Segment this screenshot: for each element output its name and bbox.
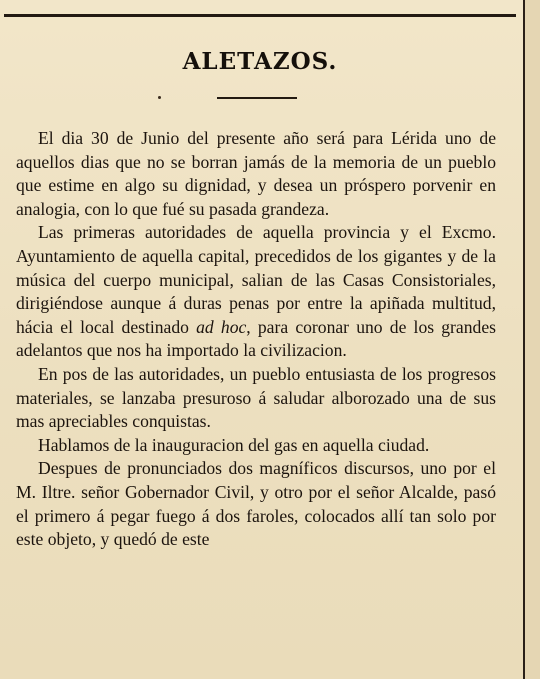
- paragraph-2-text-start: Las primeras autoridades de aquella provincia y el Excmo. Ayuntamiento de aquella capital, precedidos de los gigantes y de la música del cuerpo municipal, salian de las Casas Consistoriales, dirigiéndose aunque á duras penas por entre la apiñada multitud, hácia el local destinado: [16, 222, 496, 337]
- paragraph-3: En pos de las autoridades, un pueblo entusiasta de los progresos materiales, se lanzaba presuroso á saludar alborozado una de sus mas apreciables conquistas.: [16, 363, 496, 432]
- article-title: ALETAZOS.: [182, 48, 338, 75]
- article-body: [16, 127, 496, 552]
- paragraph-1: El dia 30 de Junio del presente año será para Lérida uno de aquellos dias que no se borran jamás de la memoria de un pueblo que estime en algo su dignidad, y desea un próspero porvenir en analogia, con lo que fué su pasada grandeza.: [16, 128, 496, 219]
- paragraph-4: Hablamos de la inauguracion del gas en aquella ciudad.: [38, 434, 430, 455]
- paragraph-2: [16, 221, 496, 363]
- paragraph-2-text-end: , para coronar uno de los grandes adelantos que nos ha importado la civilizacion.: [16, 316, 496, 361]
- title-underline: [217, 97, 297, 99]
- italic-phrase: ad hoc: [196, 316, 247, 337]
- title-dot: [158, 96, 161, 99]
- paragraph-5: Despues de pronunciados dos magníficos discursos, uno por el M. Iltre. señor Gobernador Civil, y otro por el señor Alcalde, pasó el primero á pegar fuego á dos faroles, colocados allí tan solo por este objeto, y quedó de este: [16, 458, 496, 550]
- adjacent-column-margin: [525, 0, 540, 679]
- top-rule: [4, 14, 516, 17]
